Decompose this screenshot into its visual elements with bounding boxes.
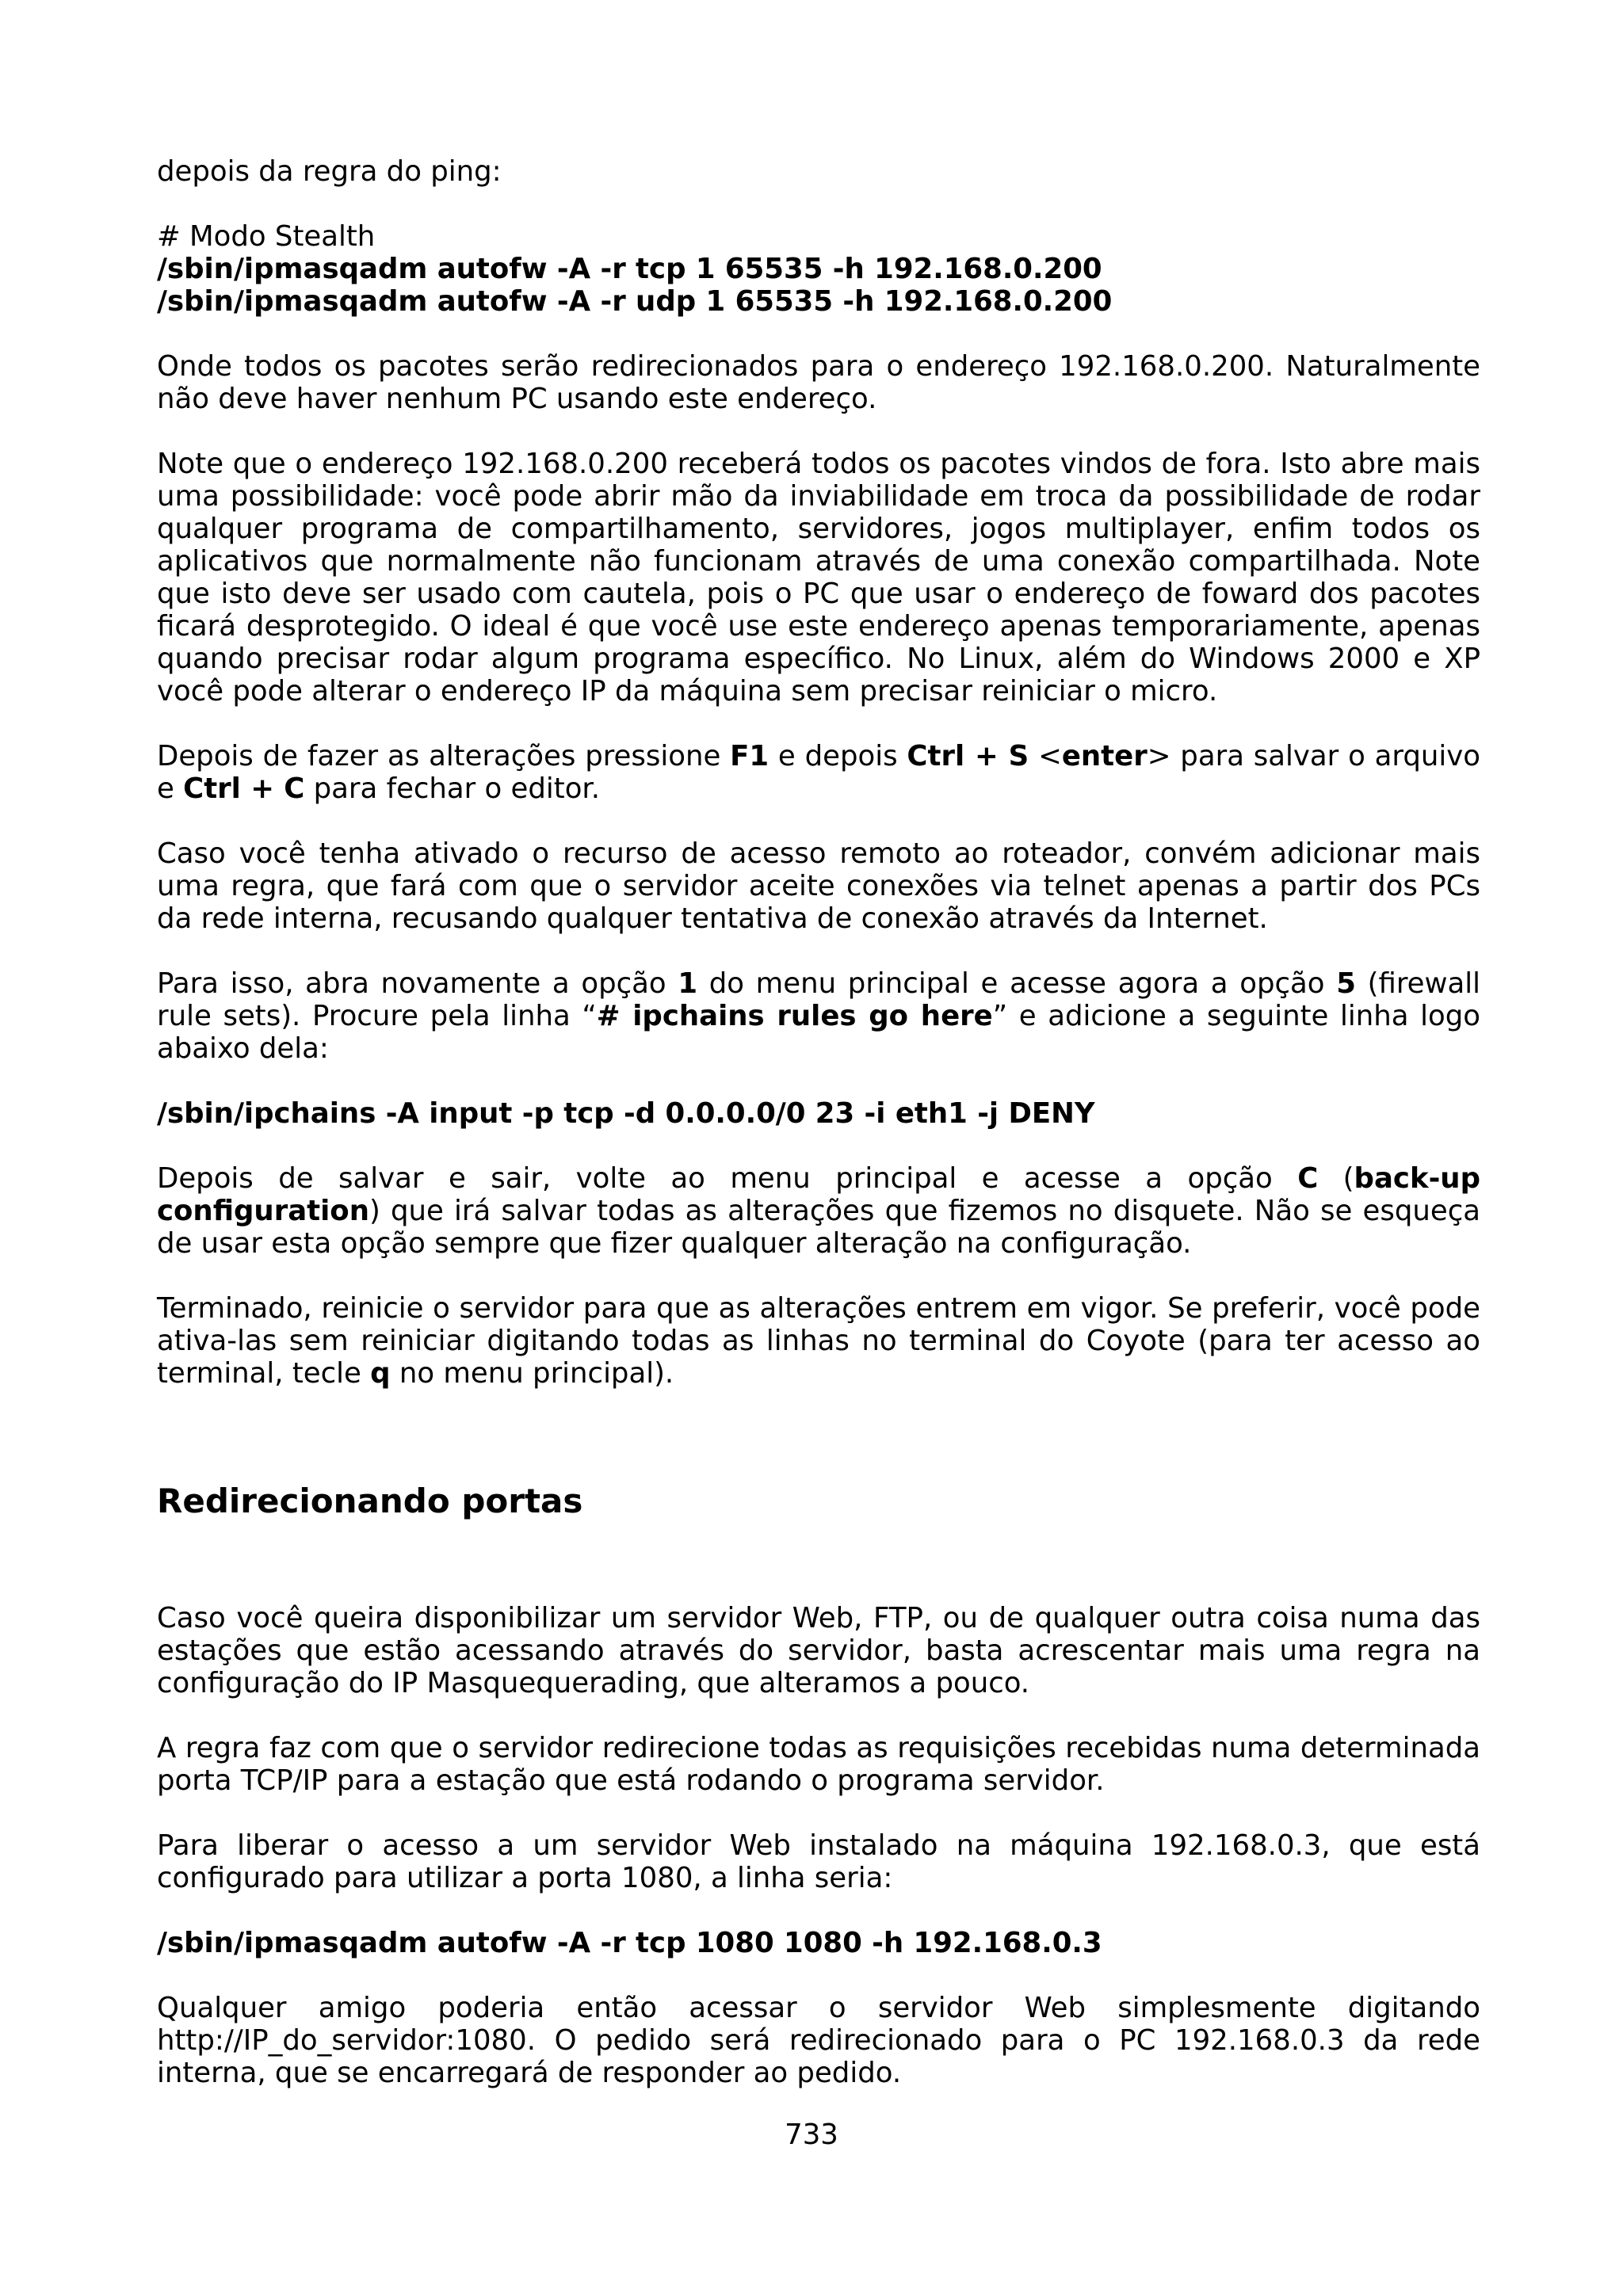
text-run: para fechar o editor. [304,772,601,805]
option-5: 5 [1336,967,1356,1000]
page-number: 733 [785,2119,838,2151]
paragraph-remote-access: Caso você tenha ativado o recurso de acesso remoto ao roteador, convém adicionar mais uma regra, que fará com que o servidor aceite conexões via telnet apenas a partir dos PCs da rede interna, recusando qualquer tentativa de conexão através da Internet. [157,837,1480,935]
text-run: ” e adicione a seguinte linha logo abaixo dela: [157,1000,1481,1065]
paragraph-web-server-example: Para liberar o acesso a um servidor Web instalado na máquina 192.168.0.3, que está configurado para utilizar a porta 1080, a linha seria: [157,1829,1480,1894]
section-heading: Redirecionando portas [157,1482,583,1520]
text-run: > para salvar o arquivo e [157,740,1480,805]
backup-configuration-label: back-up configuration [157,1162,1480,1227]
key-q: q [370,1357,391,1390]
paragraph-redirect-note: Onde todos os pacotes serão redirecionados para o endereço 192.168.0.200. Naturalmente não deve haver nenhum PC usando este endereço. [157,350,1480,415]
paragraph-restart [157,1292,1480,1390]
text-run: no menu principal). [390,1357,674,1390]
text-run: e depois [769,740,907,772]
text-run: < [1029,740,1062,772]
text-run: do menu principal e acesse agora a opção [697,967,1337,1000]
text-run: Para isso, abra novamente a opção [157,967,678,1000]
code-line-port-1080: /sbin/ipmasqadm autofw -A -r tcp 1080 1080 -h 192.168.0.3 [157,1927,1102,1959]
paragraph-backup [157,1162,1480,1260]
paragraph-forward-warning: Note que o endereço 192.168.0.200 receberá todos os pacotes vindos de fora. Isto abre mais uma possibilidade: você pode abrir mão da inviabilidade em troca da possibilidade de rodar qualquer programa de compartilhamento, servidores, jogos multiplayer, enfim todos os aplicativos que normalmente não funcionam através de uma conexão compartilhada. Note que isto deve ser usado com cautela, pois o PC que usar o endereço de foward dos pacotes ficará desprotegido. O ideal é que você use este endereço apenas temporariamente, apenas quando precisar rodar algum programa específico. No Linux, além do Windows 2000 e XP você pode alterar o endereço IP da máquina sem precisar reiniciar o micro. [157,448,1480,707]
option-c: C [1297,1162,1319,1195]
text-run: ( [1318,1162,1354,1195]
text-run: Depois de fazer as alterações pressione [157,740,731,772]
text-run: (firewall rule sets). Procure pela linha “ [157,967,1481,1032]
page-content [157,155,1480,2089]
paragraph-intro: depois da regra do ping: [157,155,502,188]
ipchains-marker: # ipchains rules go here [596,1000,993,1032]
paragraph-access-result: Qualquer amigo poderia então acessar o servidor Web simplesmente digitando http://IP_do_servidor:1080. O pedido será redirecionado para o PC 192.168.0.3 da rede interna, que se encarregará de responder ao pedido. [157,1992,1480,2089]
text-run: Terminado, reinicie o servidor para que as alterações entrem em vigor. Se preferir, você pode ativa-las sem reiniciar digitando todas as linhas no terminal do Coyote (para ter acesso ao terminal, tecle [157,1292,1480,1390]
paragraph-rule-explanation: A regra faz com que o servidor redirecione todas as requisições recebidas numa determinada porta TCP/IP para a estação que está rodando o programa servidor. [157,1732,1480,1797]
code-line-ipchains: /sbin/ipchains -A input -p tcp -d 0.0.0.0/0 23 -i eth1 -j DENY [157,1097,1095,1130]
code-line-tcp: /sbin/ipmasqadm autofw -A -r tcp 1 65535 -h 192.168.0.200 [157,253,1102,285]
key-enter: enter [1061,740,1148,772]
code-block-stealth [157,220,1480,318]
paragraph-save-instructions [157,740,1480,805]
code-line-udp: /sbin/ipmasqadm autofw -A -r udp 1 65535 -h 192.168.0.200 [157,285,1113,318]
key-ctrl-s: Ctrl + S [907,740,1029,772]
paragraph-port-forwarding-intro: Caso você queira disponibilizar um servidor Web, FTP, ou de qualquer outra coisa numa das estações que estão acessando através do servidor, basta acrescentar mais uma regra na configuração do IP Masquequerading, que alteramos a pouco. [157,1602,1480,1699]
text-run: ) que irá salvar todas as alterações que fizemos no disquete. Não se esqueça de usar esta opção sempre que fizer qualquer alteração na configuração. [157,1195,1480,1260]
option-1: 1 [678,967,698,1000]
key-ctrl-c: Ctrl + C [183,772,305,805]
key-f1: F1 [730,740,769,772]
paragraph-firewall-rules [157,967,1480,1065]
code-comment: # Modo Stealth [157,220,376,253]
text-run: Depois de salvar e sair, volte ao menu principal e acesse a opção [157,1162,1298,1195]
